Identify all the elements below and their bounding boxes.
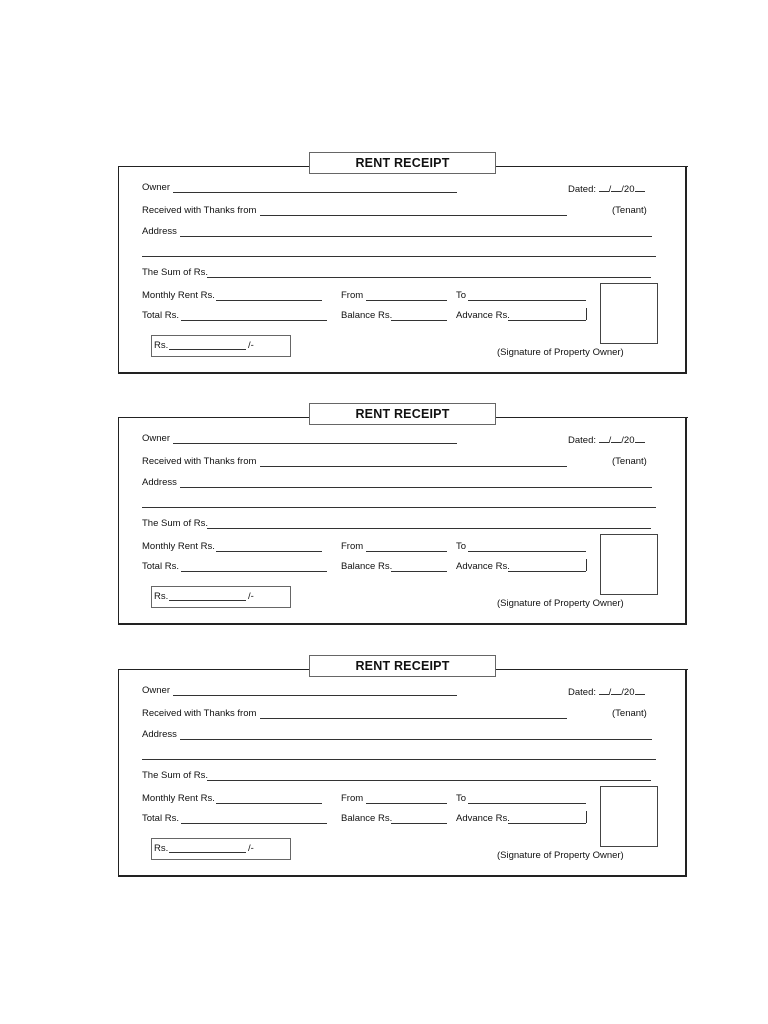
date-year-field[interactable]	[635, 433, 645, 443]
to-field[interactable]	[468, 803, 586, 804]
monthly-rent-label: Monthly Rent Rs.	[142, 793, 215, 804]
receipt-title: RENT RECEIPT	[309, 403, 496, 425]
monthly-rent-label: Monthly Rent Rs.	[142, 541, 215, 552]
advance-field[interactable]	[508, 571, 586, 572]
sum-label: The Sum of Rs.	[142, 267, 208, 278]
from-field[interactable]	[366, 551, 447, 552]
signature-box[interactable]	[600, 283, 658, 344]
balance-field[interactable]	[391, 571, 447, 572]
advance-field[interactable]	[508, 320, 586, 321]
advance-field-end-mark	[586, 811, 587, 823]
received-from-label: Received with Thanks from	[142, 708, 257, 719]
to-label: To	[456, 290, 467, 301]
date-year-field[interactable]	[635, 685, 645, 695]
date-day-field[interactable]	[599, 433, 609, 443]
tenant-label: (Tenant)	[612, 708, 647, 719]
owner-label: Owner	[142, 685, 170, 696]
receipt-title: RENT RECEIPT	[309, 152, 496, 174]
date-day-field[interactable]	[599, 182, 609, 192]
tenant-name-field[interactable]	[260, 215, 567, 216]
dated-label: Dated: / /20	[568, 433, 645, 446]
from-label: From	[341, 541, 364, 552]
total-label: Total Rs.	[142, 561, 179, 572]
date-month-field[interactable]	[611, 182, 621, 192]
to-field[interactable]	[468, 551, 586, 552]
address-field-line-2[interactable]	[142, 759, 656, 760]
sum-field[interactable]	[207, 780, 651, 781]
sum-label: The Sum of Rs.	[142, 518, 208, 529]
tenant-label: (Tenant)	[612, 456, 647, 467]
tenant-name-field[interactable]	[260, 718, 567, 719]
address-field-line-1[interactable]	[180, 487, 652, 488]
amount-box[interactable]	[151, 838, 291, 860]
rent-receipt	[118, 403, 688, 611]
signature-box[interactable]	[600, 534, 658, 595]
amount-rs-label: Rs.	[154, 340, 169, 351]
owner-label: Owner	[142, 433, 170, 444]
total-label: Total Rs.	[142, 813, 179, 824]
amount-box[interactable]	[151, 335, 291, 357]
total-label: Total Rs.	[142, 310, 179, 321]
signature-caption: (Signature of Property Owner)	[497, 850, 624, 861]
from-field[interactable]	[366, 803, 447, 804]
monthly-rent-field[interactable]	[216, 551, 322, 552]
from-field[interactable]	[366, 300, 447, 301]
balance-label: Balance Rs.	[341, 813, 393, 824]
tenant-name-field[interactable]	[260, 466, 567, 467]
receipt-title: RENT RECEIPT	[309, 655, 496, 677]
advance-field-end-mark	[586, 559, 587, 571]
address-label: Address	[142, 477, 177, 488]
address-label: Address	[142, 729, 177, 740]
advance-field-end-mark	[586, 308, 587, 320]
rent-receipt	[118, 152, 688, 360]
to-label: To	[456, 793, 467, 804]
received-from-label: Received with Thanks from	[142, 205, 257, 216]
amount-rs-label: Rs.	[154, 591, 169, 602]
sum-label: The Sum of Rs.	[142, 770, 208, 781]
balance-field[interactable]	[391, 320, 447, 321]
monthly-rent-label: Monthly Rent Rs.	[142, 290, 215, 301]
sum-field[interactable]	[207, 528, 651, 529]
amount-rs-label: Rs.	[154, 843, 169, 854]
monthly-rent-field[interactable]	[216, 300, 322, 301]
dated-label: Dated: / /20	[568, 685, 645, 698]
amount-field[interactable]	[169, 349, 246, 350]
to-field[interactable]	[468, 300, 586, 301]
date-day-field[interactable]	[599, 685, 609, 695]
address-field-line-2[interactable]	[142, 507, 656, 508]
monthly-rent-field[interactable]	[216, 803, 322, 804]
owner-field[interactable]	[173, 695, 457, 696]
signature-caption: (Signature of Property Owner)	[497, 347, 624, 358]
amount-field[interactable]	[169, 852, 246, 853]
balance-label: Balance Rs.	[341, 561, 393, 572]
signature-box[interactable]	[600, 786, 658, 847]
amount-suffix: /-	[248, 591, 254, 602]
advance-label: Advance Rs.	[456, 813, 510, 824]
rent-receipt	[118, 655, 688, 863]
to-label: To	[456, 541, 467, 552]
balance-field[interactable]	[391, 823, 447, 824]
dated-label: Dated: / /20	[568, 182, 645, 195]
total-field[interactable]	[181, 320, 327, 321]
sum-field[interactable]	[207, 277, 651, 278]
amount-suffix: /-	[248, 843, 254, 854]
date-month-field[interactable]	[611, 433, 621, 443]
balance-label: Balance Rs.	[341, 310, 393, 321]
from-label: From	[341, 793, 364, 804]
owner-label: Owner	[142, 182, 170, 193]
total-field[interactable]	[181, 823, 327, 824]
advance-field[interactable]	[508, 823, 586, 824]
signature-caption: (Signature of Property Owner)	[497, 598, 624, 609]
amount-box[interactable]	[151, 586, 291, 608]
tenant-label: (Tenant)	[612, 205, 647, 216]
advance-label: Advance Rs.	[456, 310, 510, 321]
owner-field[interactable]	[173, 192, 457, 193]
advance-label: Advance Rs.	[456, 561, 510, 572]
from-label: From	[341, 290, 364, 301]
received-from-label: Received with Thanks from	[142, 456, 257, 467]
address-field-line-1[interactable]	[180, 739, 652, 740]
date-year-field[interactable]	[635, 182, 645, 192]
address-field-line-1[interactable]	[180, 236, 652, 237]
address-field-line-2[interactable]	[142, 256, 656, 257]
date-month-field[interactable]	[611, 685, 621, 695]
address-label: Address	[142, 226, 177, 237]
owner-field[interactable]	[173, 443, 457, 444]
total-field[interactable]	[181, 571, 327, 572]
amount-field[interactable]	[169, 600, 246, 601]
amount-suffix: /-	[248, 340, 254, 351]
